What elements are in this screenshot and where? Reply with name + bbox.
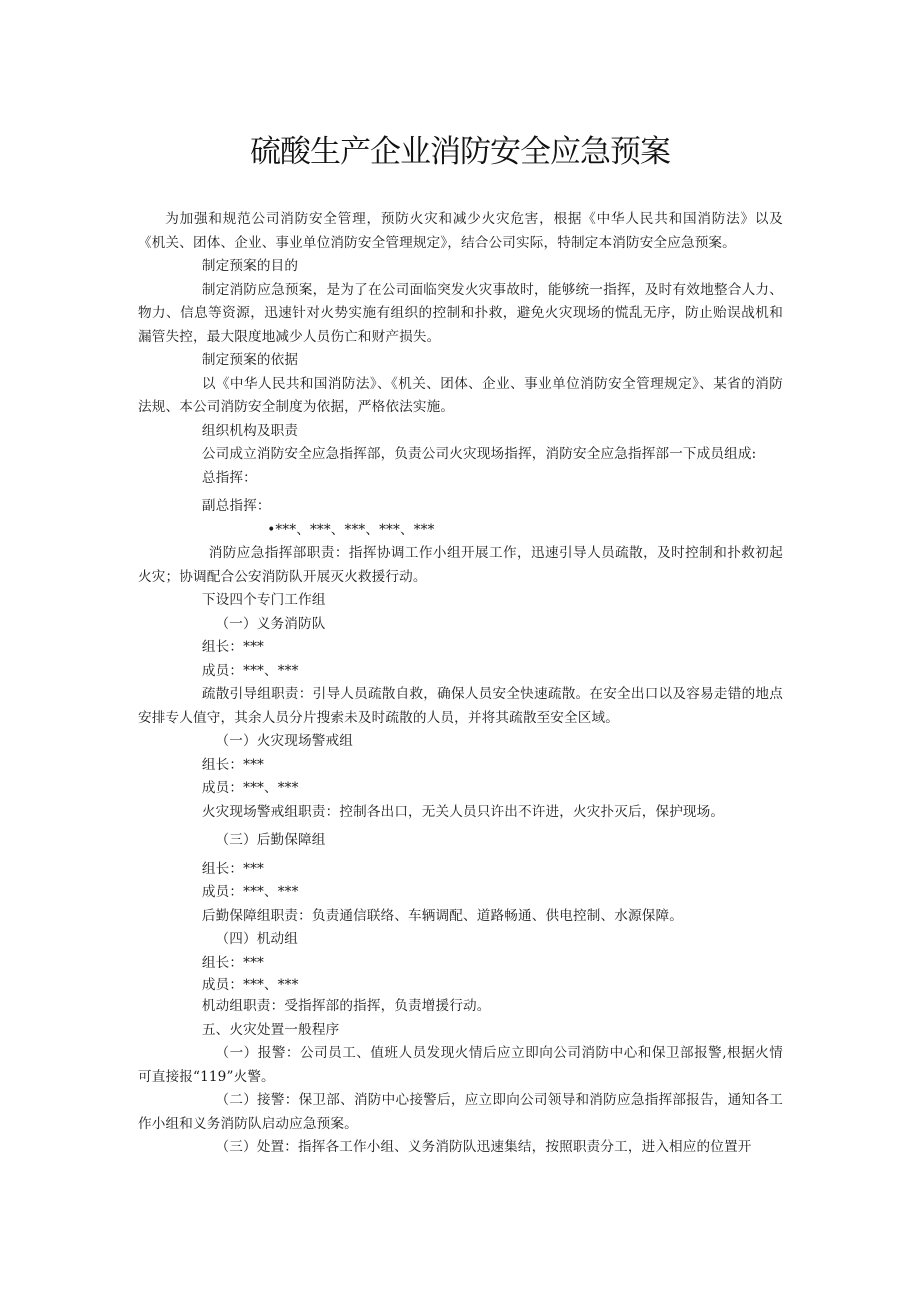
section-heading-basis: 制定预案的依据 bbox=[201, 352, 299, 368]
basis-paragraph: 以《中华人民共和国消防法》、《机关、团体、企业、事业单位消防安全管理规定》、某省的消防法规、本公司消防安全制度为依据，严格依法实施。 bbox=[138, 375, 783, 415]
procedure-receive-paragraph: （二）接警：保卫部、消防中心接警后，应立即向公司领导和消防应急指挥部报告，通知各工作小组和义务消防队启动应急预案。 bbox=[138, 1092, 783, 1132]
section-heading-workgroups: 下设四个专门工作组 bbox=[201, 592, 326, 608]
section-heading-organization: 组织机构及职责 bbox=[201, 422, 299, 439]
logistics-duties-paragraph: 后勤保障组职责：负责通信联络、车辆调配、道路畅通、供电控制、水源保障。 bbox=[201, 907, 683, 924]
purpose-paragraph: 制定消防应急预案，是为了在公司面临突发火灾事故时，能够统一指挥，及时有效地整合人力、物力、信息等资源，迅速针对火势实施有组织的控制和扑救，避免火灾现场的慌乱无序，防止贻误战机和漏管失控，最大限度地减少人员伤亡和财产损失。 bbox=[138, 281, 783, 345]
procedure-handle-paragraph: （三）处置：指挥各工作小组、义务消防队迅速集结，按照职责分工，进入相应的位置开 bbox=[215, 1139, 752, 1155]
section-heading-procedure: 五、火灾处置一般程序 bbox=[201, 1021, 340, 1038]
document-body bbox=[138, 208, 783, 1160]
group-leader-line: 组长：*** bbox=[201, 639, 264, 655]
group-members-line: 成员：***、*** bbox=[201, 780, 299, 796]
group-leader-line: 组长：*** bbox=[201, 954, 264, 971]
cordon-duties-paragraph: 火灾现场警戒组职责：控制各出口，无关人员只许出不许进，火灾扑灭后，保护现场。 bbox=[201, 803, 725, 820]
group-leader-line: 组长：*** bbox=[201, 756, 264, 773]
procedure-alarm-paragraph: （一）报警：公司员工、值班人员发现火情后应立即向公司消防中心和保卫部报警,根据火情可直接报“119”火警。 bbox=[138, 1045, 783, 1085]
group-members-line: 成员：***、*** bbox=[201, 662, 299, 679]
group-members-line: 成员：***、*** bbox=[201, 977, 299, 993]
group-heading-logistics: （三）后勤保障组 bbox=[215, 832, 326, 848]
group-heading-cordon: （一）火灾现场警戒组 bbox=[215, 733, 353, 749]
command-duties-paragraph: 消防应急指挥部职责：指挥协调工作小组开展工作，迅速引导人员疏散，及时控制和扑救初起火灾；协调配合公安消防队开展灭火救援行动。 bbox=[138, 545, 783, 585]
deputy-commander-line: 副总指挥： bbox=[201, 498, 271, 514]
organization-paragraph: 公司成立消防安全应急指挥部，负责公司火灾现场指挥，消防安全应急指挥部一下成员组成: bbox=[201, 446, 757, 462]
commander-line: 总指挥： bbox=[201, 469, 257, 486]
intro-paragraph: 为加强和规范公司消防安全管理，预防火灾和减少火灾危害，根据《中华人民共和国消防法》以及《机关、团体、企业、事业单位消防安全管理规定》，结合公司实际，特制定本消防安全应急预案。 bbox=[138, 211, 783, 251]
group-heading-mobile: （四）机动组 bbox=[215, 931, 298, 947]
section-heading-purpose: 制定预案的目的 bbox=[201, 258, 299, 274]
evacuation-duties-paragraph: 疏散引导组职责：引导人员疏散自救，确保人员安全快速疏散。在安全出口以及容易走错的地点安排专人值守，其余人员分片搜索未及时疏散的人员，并将其疏散至安全区域。 bbox=[138, 686, 783, 726]
group-heading-volunteer: （一）义务消防队 bbox=[215, 615, 326, 632]
mobile-duties-paragraph: 机动组职责：受指挥部的指挥，负责增援行动。 bbox=[201, 998, 491, 1014]
deputy-commander-names: •***、***、***、***、*** bbox=[267, 521, 435, 538]
group-members-line: 成员：***、*** bbox=[201, 884, 299, 900]
group-leader-line: 组长：*** bbox=[201, 860, 264, 877]
document-title: 硫酸生产企业消防安全应急预案 bbox=[250, 134, 670, 170]
